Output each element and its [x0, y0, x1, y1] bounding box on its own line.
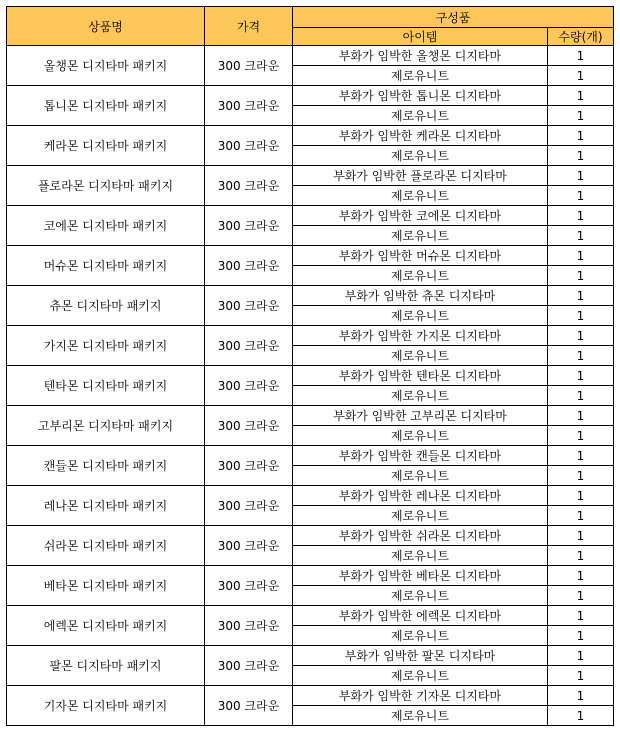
price-cell: 300 크라운	[205, 366, 293, 406]
price-cell: 300 크라운	[205, 286, 293, 326]
product-name-cell: 올챙몬 디지타마 패키지	[7, 46, 205, 86]
price-cell: 300 크라운	[205, 686, 293, 726]
table-row	[7, 606, 614, 626]
table-row	[7, 446, 614, 466]
price-cell: 300 크라운	[205, 606, 293, 646]
item-name-cell: 부화가 임박한 츄몬 디지타마	[293, 286, 548, 306]
price-cell: 300 크라운	[205, 46, 293, 86]
quantity-cell: 1	[548, 106, 614, 126]
table-row	[7, 246, 614, 266]
product-name-cell: 팔몬 디지타마 패키지	[7, 646, 205, 686]
table-row	[7, 326, 614, 346]
quantity-cell: 1	[548, 506, 614, 526]
quantity-cell: 1	[548, 326, 614, 346]
item-name-cell: 부화가 임박한 가지몬 디지타마	[293, 326, 548, 346]
quantity-cell: 1	[548, 606, 614, 626]
item-name-cell: 부화가 임박한 고부리몬 디지타마	[293, 406, 548, 426]
header-item: 아이템	[293, 28, 548, 46]
quantity-cell: 1	[548, 166, 614, 186]
item-name-cell: 부화가 임박한 머슈몬 디지타마	[293, 246, 548, 266]
package-table	[6, 6, 614, 726]
table-row	[7, 406, 614, 426]
product-name-cell: 고부리몬 디지타마 패키지	[7, 406, 205, 446]
quantity-cell: 1	[548, 186, 614, 206]
header-contents: 구성품	[293, 7, 614, 28]
item-name-cell: 제로유니트	[293, 706, 548, 726]
quantity-cell: 1	[548, 126, 614, 146]
item-name-cell: 제로유니트	[293, 306, 548, 326]
table-row	[7, 46, 614, 66]
product-name-cell: 플로라몬 디지타마 패키지	[7, 166, 205, 206]
item-name-cell: 제로유니트	[293, 66, 548, 86]
quantity-cell: 1	[548, 86, 614, 106]
table-row	[7, 86, 614, 106]
item-name-cell: 부화가 임박한 캔들몬 디지타마	[293, 446, 548, 466]
quantity-cell: 1	[548, 626, 614, 646]
quantity-cell: 1	[548, 706, 614, 726]
header-price: 가격	[205, 7, 293, 46]
table-row	[7, 166, 614, 186]
item-name-cell: 부화가 임박한 톱니몬 디지타마	[293, 86, 548, 106]
table-row	[7, 286, 614, 306]
product-name-cell: 톱니몬 디지타마 패키지	[7, 86, 205, 126]
price-cell: 300 크라운	[205, 646, 293, 686]
product-name-cell: 기자몬 디지타마 패키지	[7, 686, 205, 726]
quantity-cell: 1	[548, 366, 614, 386]
quantity-cell: 1	[548, 66, 614, 86]
price-cell: 300 크라운	[205, 566, 293, 606]
header-quantity: 수량(개)	[548, 28, 614, 46]
item-name-cell: 부화가 임박한 팔몬 디지타마	[293, 646, 548, 666]
price-cell: 300 크라운	[205, 166, 293, 206]
item-name-cell: 제로유니트	[293, 626, 548, 646]
price-cell: 300 크라운	[205, 206, 293, 246]
quantity-cell: 1	[548, 466, 614, 486]
product-name-cell: 텐타몬 디지타마 패키지	[7, 366, 205, 406]
product-name-cell: 캔들몬 디지타마 패키지	[7, 446, 205, 486]
item-name-cell: 제로유니트	[293, 266, 548, 286]
item-name-cell: 부화가 임박한 쉬라몬 디지타마	[293, 526, 548, 546]
item-name-cell: 부화가 임박한 레나몬 디지타마	[293, 486, 548, 506]
price-cell: 300 크라운	[205, 486, 293, 526]
item-name-cell: 제로유니트	[293, 426, 548, 446]
product-name-cell: 케라몬 디지타마 패키지	[7, 126, 205, 166]
price-cell: 300 크라운	[205, 526, 293, 566]
item-name-cell: 제로유니트	[293, 586, 548, 606]
product-name-cell: 츄몬 디지타마 패키지	[7, 286, 205, 326]
quantity-cell: 1	[548, 406, 614, 426]
table-row	[7, 206, 614, 226]
quantity-cell: 1	[548, 566, 614, 586]
table-row	[7, 366, 614, 386]
quantity-cell: 1	[548, 306, 614, 326]
item-name-cell: 부화가 임박한 텐타몬 디지타마	[293, 366, 548, 386]
item-name-cell: 부화가 임박한 에렉몬 디지타마	[293, 606, 548, 626]
quantity-cell: 1	[548, 266, 614, 286]
table-row	[7, 566, 614, 586]
table-body	[7, 46, 614, 726]
item-name-cell: 부화가 임박한 케라몬 디지타마	[293, 126, 548, 146]
quantity-cell: 1	[548, 346, 614, 366]
product-name-cell: 베타몬 디지타마 패키지	[7, 566, 205, 606]
item-name-cell: 부화가 임박한 올챙몬 디지타마	[293, 46, 548, 66]
quantity-cell: 1	[548, 386, 614, 406]
quantity-cell: 1	[548, 486, 614, 506]
quantity-cell: 1	[548, 46, 614, 66]
item-name-cell: 부화가 임박한 기자몬 디지타마	[293, 686, 548, 706]
product-name-cell: 쉬라몬 디지타마 패키지	[7, 526, 205, 566]
item-name-cell: 제로유니트	[293, 346, 548, 366]
quantity-cell: 1	[548, 146, 614, 166]
product-name-cell: 코에몬 디지타마 패키지	[7, 206, 205, 246]
header-product: 상품명	[7, 7, 205, 46]
item-name-cell: 부화가 임박한 베타몬 디지타마	[293, 566, 548, 586]
item-name-cell: 제로유니트	[293, 546, 548, 566]
table-header	[7, 7, 614, 46]
item-name-cell: 제로유니트	[293, 186, 548, 206]
table-row	[7, 126, 614, 146]
table-row	[7, 686, 614, 706]
table-row	[7, 646, 614, 666]
price-cell: 300 크라운	[205, 246, 293, 286]
quantity-cell: 1	[548, 446, 614, 466]
price-cell: 300 크라운	[205, 446, 293, 486]
item-name-cell: 부화가 임박한 플로라몬 디지타마	[293, 166, 548, 186]
table-row	[7, 486, 614, 506]
item-name-cell: 제로유니트	[293, 146, 548, 166]
quantity-cell: 1	[548, 246, 614, 266]
quantity-cell: 1	[548, 226, 614, 246]
quantity-cell: 1	[548, 586, 614, 606]
quantity-cell: 1	[548, 526, 614, 546]
item-name-cell: 제로유니트	[293, 666, 548, 686]
item-name-cell: 부화가 임박한 코에몬 디지타마	[293, 206, 548, 226]
quantity-cell: 1	[548, 426, 614, 446]
product-name-cell: 머슈몬 디지타마 패키지	[7, 246, 205, 286]
item-name-cell: 제로유니트	[293, 506, 548, 526]
price-cell: 300 크라운	[205, 86, 293, 126]
item-name-cell: 제로유니트	[293, 226, 548, 246]
product-name-cell: 가지몬 디지타마 패키지	[7, 326, 205, 366]
quantity-cell: 1	[548, 546, 614, 566]
quantity-cell: 1	[548, 286, 614, 306]
product-name-cell: 레나몬 디지타마 패키지	[7, 486, 205, 526]
item-name-cell: 제로유니트	[293, 466, 548, 486]
product-name-cell: 에렉몬 디지타마 패키지	[7, 606, 205, 646]
quantity-cell: 1	[548, 206, 614, 226]
item-name-cell: 제로유니트	[293, 386, 548, 406]
price-cell: 300 크라운	[205, 326, 293, 366]
price-cell: 300 크라운	[205, 406, 293, 446]
price-cell: 300 크라운	[205, 126, 293, 166]
quantity-cell: 1	[548, 646, 614, 666]
item-name-cell: 제로유니트	[293, 106, 548, 126]
table-row	[7, 526, 614, 546]
quantity-cell: 1	[548, 686, 614, 706]
quantity-cell: 1	[548, 666, 614, 686]
